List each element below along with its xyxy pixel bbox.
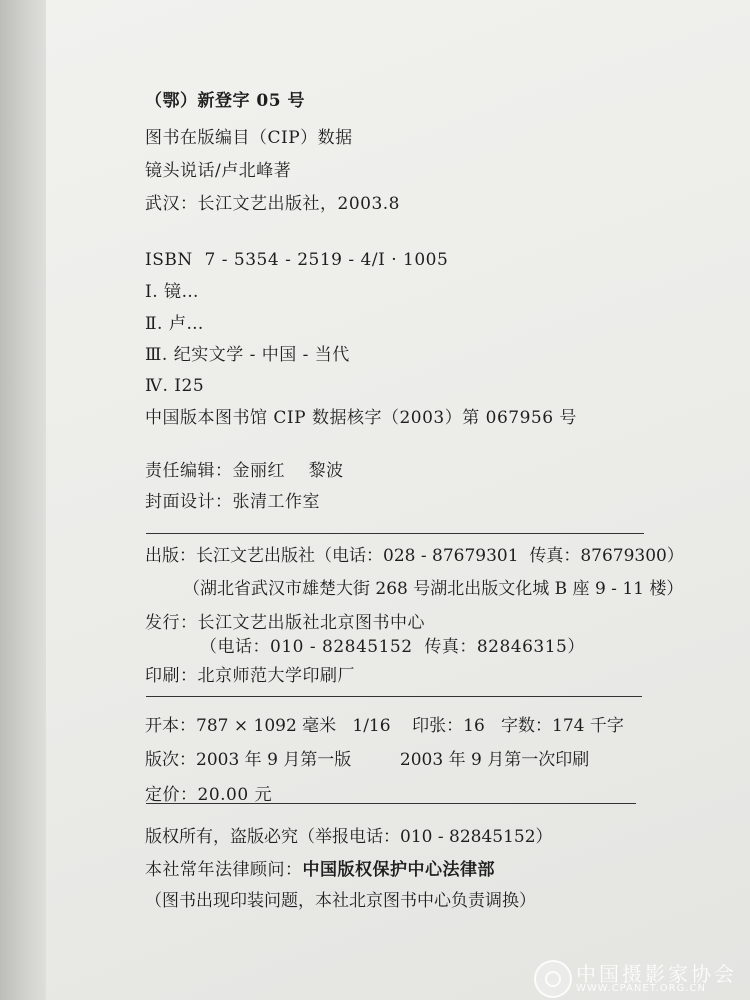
price-line: 定价：20.00 元 (145, 785, 273, 805)
printer-line: 印刷：北京师范大学印刷厂 (145, 666, 355, 686)
index-entry-3: Ⅲ. 纪实文学 - 中国 - 当代 (145, 345, 350, 365)
cip-number: 中国版本图书馆 CIP 数据核字（2003）第 067956 号 (145, 408, 577, 428)
index-entry-4: Ⅳ. I25 (145, 376, 205, 396)
watermark (534, 956, 744, 998)
legal-counsel-value: 中国版权保护中心法律部 (302, 860, 495, 880)
edition-line: 版次：2003 年 9 月第一版 2003 年 9 月第一次印刷 (145, 750, 590, 770)
cover-design: 封面设计：张清工作室 (145, 492, 320, 512)
responsible-editor: 责任编辑：金丽红 黎波 (145, 461, 344, 481)
index-entry-2: Ⅱ. 卢… (145, 314, 204, 334)
divider-2 (146, 696, 642, 697)
format-line: 开本：787 × 1092 毫米 1/16 印张：16 字数：174 千字 (145, 716, 624, 736)
publisher-line: 出版：长江文艺出版社（电话：028 - 87679301 传真：87679300） (145, 546, 684, 566)
registration-number: （鄂）新登字 05 号 (145, 91, 305, 111)
isbn: ISBN 7 - 5354 - 2519 - 4/I · 1005 (145, 250, 449, 270)
printing-notice: （图书出现印装问题，本社北京图书中心负责调换） (145, 891, 536, 911)
book-gutter-shadow (0, 0, 46, 1000)
distributor-contact: （电话：010 - 82845152 传真：82846315） (200, 637, 585, 657)
divider-3 (146, 803, 636, 804)
distributor-line: 发行：长江文艺出版社北京图书中心 (145, 613, 425, 633)
cip-title: 图书在版编目（CIP）数据 (145, 128, 353, 148)
publisher-address: （湖北省武汉市雄楚大街 268 号湖北出版文化城 B 座 9 - 11 楼） (183, 579, 684, 599)
index-entry-1: Ⅰ. 镜… (145, 282, 200, 302)
watermark-text: 中国摄影家协会 (576, 962, 737, 986)
divider-1 (146, 533, 644, 534)
legal-counsel-line (145, 862, 495, 879)
association-logo-icon (534, 960, 572, 998)
book-title-author: 镜头说话/卢北峰著 (145, 161, 292, 181)
watermark-url: WWW.CPANET.ORG.CN (576, 983, 707, 994)
publisher-date: 武汉：长江文艺出版社，2003.8 (145, 194, 400, 214)
legal-counsel-label: 本社常年法律顾问： (145, 860, 303, 880)
copyright-line: 版权所有，盗版必究（举报电话：010 - 82845152） (145, 827, 553, 847)
